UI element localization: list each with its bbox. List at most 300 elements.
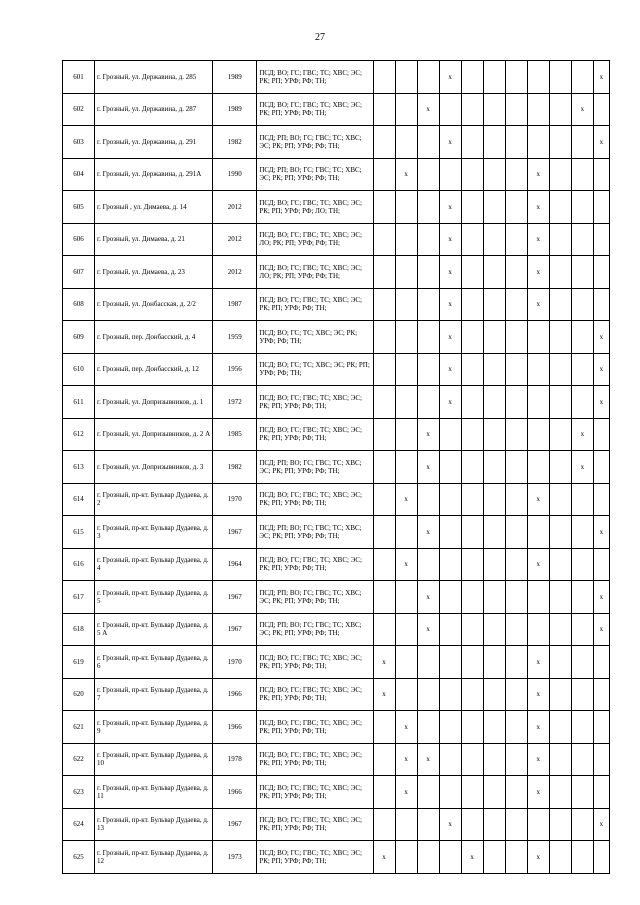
mark-cell	[505, 126, 527, 159]
mark-cell	[483, 386, 505, 419]
address-cell: г. Грозный, ул. Державина, д. 291	[95, 126, 213, 159]
mark-cell	[549, 223, 571, 256]
mark-cell	[549, 288, 571, 321]
mark-cell	[395, 841, 417, 874]
year-cell: 2012	[213, 191, 257, 224]
year-cell: 1970	[213, 483, 257, 516]
row-number-cell: 606	[63, 223, 95, 256]
housing-registry-table	[62, 60, 610, 874]
mark-cell	[505, 581, 527, 614]
mark-cell	[505, 776, 527, 809]
mark-cell	[483, 548, 505, 581]
mark-cell: x	[395, 483, 417, 516]
mark-cell	[373, 451, 395, 484]
row-number-cell: 625	[63, 841, 95, 874]
mark-cell	[483, 321, 505, 354]
mark-cell	[593, 776, 609, 809]
mark-cell	[505, 516, 527, 549]
works-list-cell: ПСД; ВО; ГС; ГВС; ТС; ХВС; ЭС; РК; РП; УРФ; РФ; ТН;	[257, 776, 373, 809]
mark-cell	[483, 646, 505, 679]
mark-cell: x	[417, 743, 439, 776]
mark-cell	[483, 288, 505, 321]
mark-cell	[571, 353, 593, 386]
mark-cell	[439, 516, 461, 549]
works-list-cell: ПСД; ВО; ГС; ГВС; ТС; ХВС; ЭС; РК; РП; УРФ; РФ; ТН;	[257, 548, 373, 581]
mark-cell	[461, 256, 483, 289]
mark-cell	[417, 191, 439, 224]
mark-cell: x	[395, 158, 417, 191]
mark-cell: x	[593, 581, 609, 614]
mark-cell: x	[439, 321, 461, 354]
mark-cell	[461, 483, 483, 516]
mark-cell	[373, 548, 395, 581]
address-cell: г. Грозный, пер. Донбасский, д. 12	[95, 353, 213, 386]
mark-cell	[461, 776, 483, 809]
mark-cell	[395, 581, 417, 614]
works-list-cell: ПСД; ВО; ГС; ГВС; ТС; ХВС; ЭС; РК; РП; УРФ; РФ; ТН;	[257, 61, 373, 94]
mark-cell	[505, 158, 527, 191]
mark-cell	[417, 483, 439, 516]
mark-cell	[571, 808, 593, 841]
mark-cell	[505, 256, 527, 289]
mark-cell: x	[571, 451, 593, 484]
mark-cell: x	[439, 353, 461, 386]
mark-cell	[395, 126, 417, 159]
mark-cell: x	[417, 613, 439, 646]
row-number-cell: 622	[63, 743, 95, 776]
mark-cell	[439, 483, 461, 516]
mark-cell	[461, 613, 483, 646]
mark-cell	[549, 581, 571, 614]
address-cell: г. Грозный, ул. Допризывников, д. 3	[95, 451, 213, 484]
mark-cell	[549, 321, 571, 354]
mark-cell	[505, 711, 527, 744]
mark-cell	[571, 321, 593, 354]
mark-cell	[505, 191, 527, 224]
table-row	[63, 353, 610, 386]
year-cell: 1966	[213, 776, 257, 809]
works-list-cell: ПСД; ВО; ГС; ГВС; ТС; ХВС; ЭС; РК; РП; УРФ; РФ; ЛО; ТН;	[257, 191, 373, 224]
mark-cell: x	[439, 223, 461, 256]
mark-cell	[483, 256, 505, 289]
mark-cell	[483, 841, 505, 874]
mark-cell	[549, 353, 571, 386]
mark-cell	[461, 353, 483, 386]
mark-cell	[461, 61, 483, 94]
works-list-cell: ПСД; ВО; ГС; ГВС; ТС; ХВС; ЭС; РК; РП; УРФ; РФ; ТН;	[257, 386, 373, 419]
table-row	[63, 191, 610, 224]
mark-cell	[549, 646, 571, 679]
address-cell: г. Грозный, пр-кт. Бульвар Дудаева, д. 9	[95, 711, 213, 744]
mark-cell	[417, 256, 439, 289]
table-row	[63, 516, 610, 549]
mark-cell	[593, 418, 609, 451]
mark-cell: x	[461, 841, 483, 874]
mark-cell	[373, 418, 395, 451]
table-row	[63, 223, 610, 256]
mark-cell	[373, 776, 395, 809]
mark-cell	[571, 548, 593, 581]
mark-cell	[527, 808, 549, 841]
works-list-cell: ПСД; ВО; ГС; ГВС; ТС; ХВС; ЭС; РК; РП; УРФ; РФ; ТН;	[257, 711, 373, 744]
table-row	[63, 581, 610, 614]
mark-cell	[527, 321, 549, 354]
mark-cell	[373, 743, 395, 776]
table-body	[63, 61, 610, 874]
mark-cell	[549, 548, 571, 581]
mark-cell	[439, 711, 461, 744]
mark-cell	[373, 613, 395, 646]
mark-cell	[483, 61, 505, 94]
mark-cell: x	[527, 646, 549, 679]
row-number-cell: 617	[63, 581, 95, 614]
address-cell: г. Грозный, ул. Димаева, д. 23	[95, 256, 213, 289]
mark-cell: x	[395, 548, 417, 581]
mark-cell	[395, 288, 417, 321]
mark-cell	[439, 743, 461, 776]
mark-cell	[395, 321, 417, 354]
mark-cell	[505, 61, 527, 94]
year-cell: 1967	[213, 516, 257, 549]
mark-cell	[571, 646, 593, 679]
mark-cell	[483, 158, 505, 191]
mark-cell: x	[527, 841, 549, 874]
mark-cell	[461, 743, 483, 776]
mark-cell	[593, 646, 609, 679]
table-row	[63, 776, 610, 809]
row-number-cell: 624	[63, 808, 95, 841]
mark-cell	[549, 386, 571, 419]
mark-cell: x	[527, 678, 549, 711]
mark-cell	[593, 158, 609, 191]
mark-cell	[417, 386, 439, 419]
row-number-cell: 614	[63, 483, 95, 516]
mark-cell	[505, 548, 527, 581]
mark-cell	[549, 256, 571, 289]
mark-cell	[571, 841, 593, 874]
mark-cell	[593, 93, 609, 126]
mark-cell: x	[417, 516, 439, 549]
year-cell: 1990	[213, 158, 257, 191]
page-number: 27	[315, 32, 325, 43]
works-list-cell: ПСД; ВО; ГС; ТС; ХВС; ЭС; РК; УРФ; РФ; ТН;	[257, 321, 373, 354]
mark-cell	[417, 158, 439, 191]
mark-cell	[373, 321, 395, 354]
mark-cell	[483, 581, 505, 614]
mark-cell	[417, 288, 439, 321]
row-number-cell: 607	[63, 256, 95, 289]
mark-cell: x	[527, 223, 549, 256]
mark-cell	[549, 516, 571, 549]
mark-cell	[373, 353, 395, 386]
mark-cell	[461, 646, 483, 679]
year-cell: 1966	[213, 678, 257, 711]
row-number-cell: 603	[63, 126, 95, 159]
mark-cell	[593, 743, 609, 776]
mark-cell: x	[439, 808, 461, 841]
mark-cell: x	[439, 386, 461, 419]
mark-cell	[527, 516, 549, 549]
mark-cell	[571, 678, 593, 711]
mark-cell	[373, 516, 395, 549]
mark-cell	[549, 711, 571, 744]
mark-cell: x	[527, 256, 549, 289]
address-cell: г. Грозный, пр-кт. Бульвар Дудаева, д. 12	[95, 841, 213, 874]
mark-cell	[549, 841, 571, 874]
mark-cell	[593, 678, 609, 711]
mark-cell	[593, 256, 609, 289]
mark-cell	[593, 841, 609, 874]
mark-cell	[505, 321, 527, 354]
works-list-cell: ПСД; ВО; ГС; ГВС; ТС; ХВС; ЭС; РК; РП; УРФ; РФ; ТН;	[257, 288, 373, 321]
mark-cell	[417, 321, 439, 354]
works-list-cell: ПСД; ВО; ГС; ГВС; ТС; ХВС; ЭС; РК; РП; УРФ; РФ; ТН;	[257, 841, 373, 874]
mark-cell	[483, 353, 505, 386]
mark-cell	[483, 483, 505, 516]
mark-cell	[483, 516, 505, 549]
address-cell: г. Грозный, пр-кт. Бульвар Дудаева, д. 5	[95, 581, 213, 614]
table-row	[63, 93, 610, 126]
mark-cell	[395, 353, 417, 386]
address-cell: г. Грозный, пер. Донбасский, д. 4	[95, 321, 213, 354]
address-cell: г. Грозный, пр-кт. Бульвар Дудаева, д. 7	[95, 678, 213, 711]
works-list-cell: ПСД; РП; ВО; ГС; ГВС; ТС; ХВС; ЭС; РК; РП; УРФ; РФ; ТН;	[257, 613, 373, 646]
mark-cell	[417, 223, 439, 256]
mark-cell	[395, 808, 417, 841]
row-number-cell: 601	[63, 61, 95, 94]
address-cell: г. Грозный, ул. Державина, д. 291А	[95, 158, 213, 191]
mark-cell	[373, 256, 395, 289]
mark-cell	[483, 678, 505, 711]
mark-cell	[461, 191, 483, 224]
mark-cell	[593, 288, 609, 321]
mark-cell	[571, 223, 593, 256]
address-cell: г. Грозный, ул. Державина, д. 285	[95, 61, 213, 94]
mark-cell	[593, 711, 609, 744]
mark-cell	[505, 483, 527, 516]
table-row	[63, 841, 610, 874]
mark-cell	[549, 808, 571, 841]
mark-cell: x	[395, 711, 417, 744]
address-cell: г. Грозный, ул. Допризывников, д. 1	[95, 386, 213, 419]
mark-cell	[417, 776, 439, 809]
mark-cell: x	[395, 743, 417, 776]
address-cell: г. Грозный, пр-кт. Бульвар Дудаева, д. 6	[95, 646, 213, 679]
mark-cell	[373, 93, 395, 126]
mark-cell	[461, 581, 483, 614]
mark-cell	[527, 61, 549, 94]
mark-cell	[549, 451, 571, 484]
works-list-cell: ПСД; ВО; ГС; ГВС; ТС; ХВС; ЭС; РК; РП; УРФ; РФ; ТН;	[257, 93, 373, 126]
mark-cell: x	[417, 93, 439, 126]
row-number-cell: 602	[63, 93, 95, 126]
table-row	[63, 678, 610, 711]
row-number-cell: 610	[63, 353, 95, 386]
mark-cell	[527, 418, 549, 451]
mark-cell	[527, 353, 549, 386]
row-number-cell: 621	[63, 711, 95, 744]
mark-cell: x	[527, 483, 549, 516]
mark-cell: x	[527, 711, 549, 744]
mark-cell	[571, 483, 593, 516]
mark-cell	[549, 126, 571, 159]
mark-cell	[439, 646, 461, 679]
mark-cell: x	[593, 613, 609, 646]
mark-cell	[505, 678, 527, 711]
mark-cell	[505, 613, 527, 646]
works-list-cell: ПСД; ВО; ГС; ГВС; ТС; ХВС; ЭС; РК; РП; УРФ; РФ; ТН;	[257, 743, 373, 776]
mark-cell	[439, 451, 461, 484]
mark-cell: x	[439, 256, 461, 289]
mark-cell	[483, 613, 505, 646]
mark-cell	[395, 646, 417, 679]
works-list-cell: ПСД; ВО; ГС; ГВС; ТС; ХВС; ЭС; ЛО; РК; РП; УРФ; РФ; ТН;	[257, 223, 373, 256]
mark-cell: x	[527, 191, 549, 224]
mark-cell: x	[439, 126, 461, 159]
mark-cell	[373, 483, 395, 516]
mark-cell	[593, 483, 609, 516]
works-list-cell: ПСД; РП; ВО; ГС; ГВС; ТС; ХВС; ЭС; РК; РП; УРФ; РФ; ТН;	[257, 126, 373, 159]
year-cell: 1967	[213, 581, 257, 614]
mark-cell: x	[593, 516, 609, 549]
mark-cell	[505, 841, 527, 874]
address-cell: г. Грозный, пр-кт. Бульвар Дудаева, д. 11	[95, 776, 213, 809]
mark-cell: x	[395, 776, 417, 809]
mark-cell	[505, 353, 527, 386]
mark-cell	[571, 288, 593, 321]
mark-cell	[417, 711, 439, 744]
table-row	[63, 548, 610, 581]
mark-cell	[549, 743, 571, 776]
mark-cell	[571, 256, 593, 289]
table-row	[63, 646, 610, 679]
mark-cell	[395, 451, 417, 484]
mark-cell	[417, 61, 439, 94]
works-list-cell: ПСД; ВО; ГС; ГВС; ТС; ХВС; ЭС; РК; РП; УРФ; РФ; ТН;	[257, 483, 373, 516]
works-list-cell: ПСД; ВО; ГС; ГВС; ТС; ХВС; ЭС; РК; РП; УРФ; РФ; ТН;	[257, 418, 373, 451]
mark-cell	[527, 126, 549, 159]
mark-cell	[549, 483, 571, 516]
mark-cell	[395, 223, 417, 256]
mark-cell	[571, 126, 593, 159]
mark-cell	[439, 418, 461, 451]
mark-cell: x	[527, 158, 549, 191]
mark-cell	[549, 61, 571, 94]
mark-cell	[417, 646, 439, 679]
year-cell: 1964	[213, 548, 257, 581]
mark-cell: x	[527, 288, 549, 321]
mark-cell	[549, 158, 571, 191]
mark-cell	[461, 516, 483, 549]
works-list-cell: ПСД; ВО; ГС; ГВС; ТС; ХВС; ЭС; РК; РП; УРФ; РФ; ТН;	[257, 646, 373, 679]
mark-cell	[395, 516, 417, 549]
mark-cell	[395, 613, 417, 646]
mark-cell	[395, 191, 417, 224]
mark-cell	[571, 386, 593, 419]
mark-cell	[571, 158, 593, 191]
mark-cell: x	[571, 418, 593, 451]
mark-cell	[373, 808, 395, 841]
mark-cell	[373, 191, 395, 224]
address-cell: г. Грозный, пр-кт. Бульвар Дудаева, д. 10	[95, 743, 213, 776]
mark-cell: x	[417, 418, 439, 451]
works-list-cell: ПСД; ВО; ГС; ТС; ХВС; ЭС; РК; РП; УРФ; РФ; ТН;	[257, 353, 373, 386]
mark-cell	[483, 776, 505, 809]
mark-cell	[549, 191, 571, 224]
mark-cell: x	[373, 646, 395, 679]
mark-cell	[571, 581, 593, 614]
mark-cell	[571, 743, 593, 776]
table-row	[63, 386, 610, 419]
mark-cell	[571, 516, 593, 549]
table-row	[63, 451, 610, 484]
address-cell: г. Грозный , ул. Димаева, д. 14	[95, 191, 213, 224]
row-number-cell: 615	[63, 516, 95, 549]
address-cell: г. Грозный, ул. Державина, д. 287	[95, 93, 213, 126]
mark-cell	[527, 581, 549, 614]
mark-cell	[461, 711, 483, 744]
mark-cell: x	[417, 581, 439, 614]
row-number-cell: 611	[63, 386, 95, 419]
mark-cell	[505, 288, 527, 321]
address-cell: г. Грозный, пр-кт. Бульвар Дудаева, д. 3	[95, 516, 213, 549]
mark-cell	[505, 223, 527, 256]
year-cell: 2012	[213, 223, 257, 256]
mark-cell	[439, 841, 461, 874]
mark-cell: x	[439, 61, 461, 94]
year-cell: 1987	[213, 288, 257, 321]
mark-cell	[417, 808, 439, 841]
row-number-cell: 605	[63, 191, 95, 224]
mark-cell: x	[439, 191, 461, 224]
mark-cell: x	[527, 548, 549, 581]
mark-cell	[373, 386, 395, 419]
mark-cell	[439, 548, 461, 581]
mark-cell	[483, 743, 505, 776]
mark-cell	[483, 451, 505, 484]
table-row	[63, 613, 610, 646]
table-row	[63, 256, 610, 289]
mark-cell	[373, 61, 395, 94]
mark-cell	[439, 93, 461, 126]
mark-cell	[549, 678, 571, 711]
mark-cell	[439, 776, 461, 809]
mark-cell	[549, 93, 571, 126]
mark-cell	[527, 613, 549, 646]
works-list-cell: ПСД; РП; ВО; ГС; ГВС; ТС; ХВС; ЭС; РК; РП; УРФ; РФ; ТН;	[257, 581, 373, 614]
address-cell: г. Грозный, ул. Допризывников, д. 2 А	[95, 418, 213, 451]
mark-cell	[439, 678, 461, 711]
year-cell: 1972	[213, 386, 257, 419]
mark-cell	[461, 223, 483, 256]
year-cell: 1967	[213, 808, 257, 841]
mark-cell: x	[527, 743, 549, 776]
mark-cell	[593, 451, 609, 484]
table-row	[63, 61, 610, 94]
mark-cell	[373, 158, 395, 191]
mark-cell	[483, 93, 505, 126]
mark-cell	[461, 386, 483, 419]
mark-cell: x	[593, 321, 609, 354]
works-list-cell: ПСД; РП; ВО; ГС; ГВС; ТС; ХВС; ЭС; РК; РП; УРФ; РФ; ТН;	[257, 451, 373, 484]
mark-cell	[417, 548, 439, 581]
row-number-cell: 619	[63, 646, 95, 679]
table-row	[63, 126, 610, 159]
mark-cell	[505, 451, 527, 484]
mark-cell: x	[593, 61, 609, 94]
table-row	[63, 288, 610, 321]
mark-cell	[395, 93, 417, 126]
